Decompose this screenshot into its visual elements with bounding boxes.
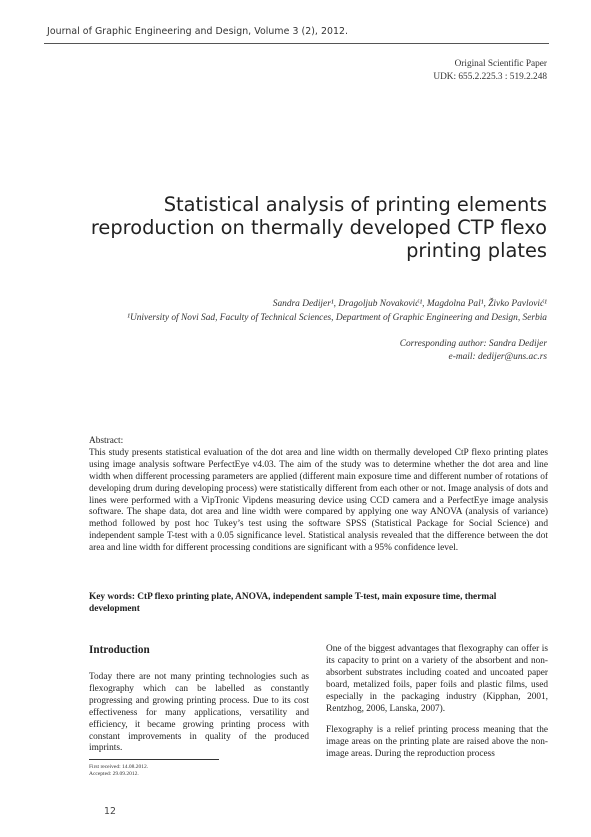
right-column	[326, 644, 548, 771]
author-block	[47, 298, 547, 325]
paragraph: Today there are not many printing technologies such as flexography which can be labelled as constantly progressing and growing printing process. Due to its cost effectiveness for many applications, versatility and efficiency, it became growing printing process with constant improvements in quality of the produced imprints.	[89, 672, 309, 754]
corresponding-author-block	[400, 338, 547, 363]
paper-meta	[433, 58, 547, 83]
abstract-text: This study presents statistical evaluation of the dot area and line width on thermally developed CtP flexo printing plates using image analysis software PerfectEye v4.03. The aim of the study was to determine whether the dot area and line width when different processing parameters are applied (different main exposure time and different number of rotations of developing drum during developing process) were statistically different from each other or not. Image analysis of dots and lines were performed with a VipTronic Vipdens measuring device using CCD camera and a PerfectEye image analysis software. The shape data, dot area and line width were compared by applying one way ANOVA (analysis of variance) method followed by post hoc Tukey’s test using the software SPSS (Statistical Package for Social Science) and independent sample T-test with a 0.05 significance level. Statistical analysis revealed that the difference between the dot area and line width for different processing conditions are significant with a 95% confidence level.	[89, 447, 548, 554]
corresponding-author: Corresponding author: Sandra Dedijer	[399, 339, 547, 349]
footnote-divider	[89, 759, 219, 760]
introduction-heading: Introduction	[89, 644, 150, 656]
corresponding-email: e-mail: dedijer@uns.ac.rs	[448, 351, 547, 362]
udk-code: UDK: 655.2.225.3 : 519.2.248	[433, 71, 547, 82]
paper-title: Statistical analysis of printing elements reproduction on thermally developed CTP flexo printing plates	[90, 193, 547, 262]
header-divider	[44, 43, 549, 44]
abstract	[89, 436, 548, 555]
authors: Sandra Dedijer¹, Dragoljub Novaković¹, Magdolna Pal¹, Živko Pavlović¹	[272, 299, 547, 309]
received-date: First received: 14.08.2012.	[89, 764, 149, 770]
keywords: Key words: CtP flexo printing plate, ANOVA, independent sample T-test, main exposure time, thermal development	[89, 592, 497, 614]
footnotes	[89, 764, 148, 778]
paragraph: Flexography is a relief printing process meaning that the image areas on the printing plate are raised above the non-image areas. During the reproduction process	[326, 725, 548, 760]
page-number: 12	[104, 806, 116, 817]
journal-header: Journal of Graphic Engineering and Design, Volume 3 (2), 2012.	[47, 26, 349, 37]
accepted-date: Accepted: 29.09.2012.	[89, 771, 139, 777]
abstract-label: Abstract:	[89, 436, 124, 446]
affiliation: ¹University of Novi Sad, Faculty of Technical Sciences, Department of Graphic Engineering and Design, Serbia	[127, 312, 547, 323]
paragraph: One of the biggest advantages that flexography can offer is its capacity to print on a variety of the absorbent and non-absorbent substrates including coated and uncoated paper board, metalized foils, paper foils and plastic films, used especially in the packaging industry (Kipphan, 2001, Rentzhog, 2006, Lanska, 2007).	[326, 644, 548, 714]
paper-type: Original Scientific Paper	[454, 59, 547, 69]
left-column	[89, 644, 309, 765]
